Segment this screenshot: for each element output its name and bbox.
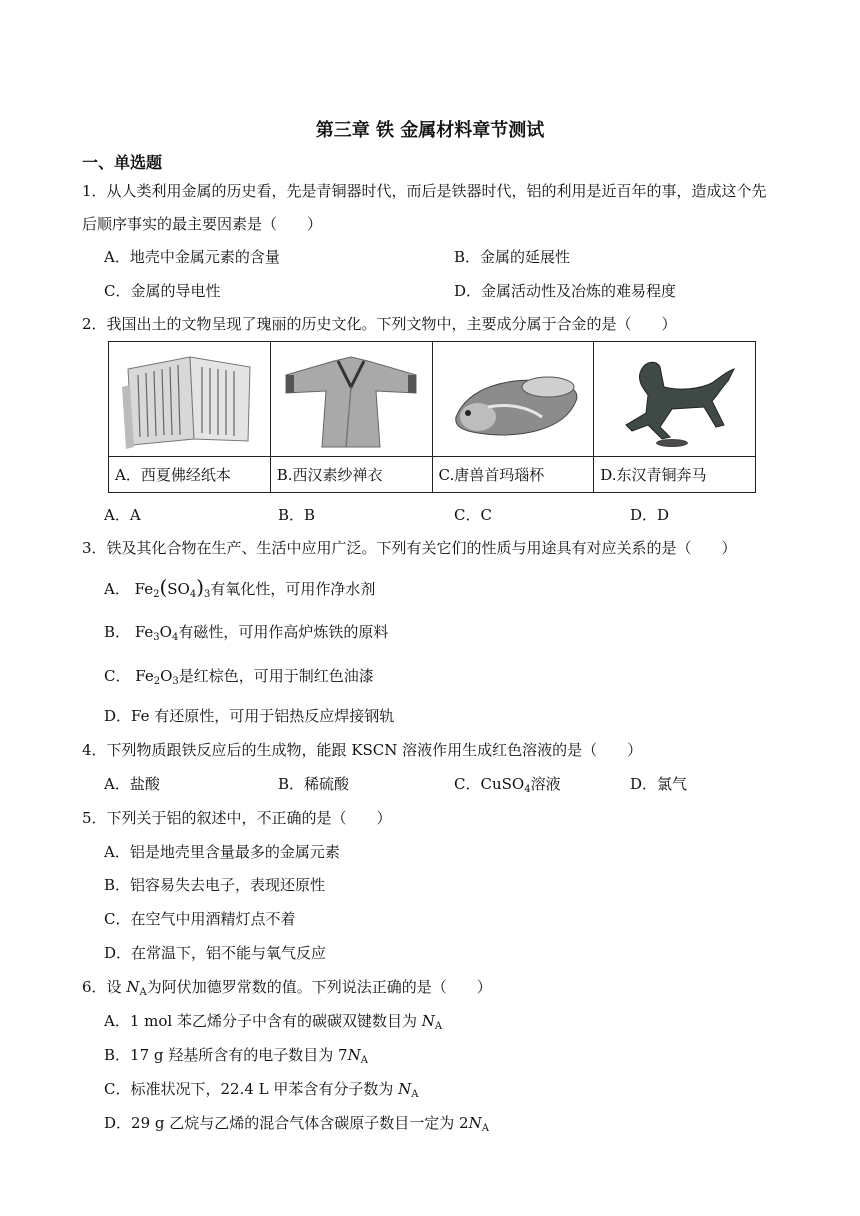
agate-cup-image xyxy=(438,347,588,452)
relic-caption-b: B.西汉素纱禅衣 xyxy=(270,457,432,493)
q4-c-post: 溶液 xyxy=(530,775,561,793)
q5-stem: 5．下列关于铝的叙述中，不正确的是（ ） xyxy=(82,809,392,827)
q3-b-o: O xyxy=(159,623,172,641)
q3-c-o: O xyxy=(160,667,173,685)
q6-a-n: N xyxy=(421,1012,435,1030)
q6-a-a: A xyxy=(434,1021,443,1032)
relic-cell-d xyxy=(594,342,756,457)
silk-robe-image xyxy=(276,347,426,452)
q3-option-d[interactable]: D．Fe 有还原性，可用于铝热反应焊接钢轨 xyxy=(104,707,395,725)
q2-option-d[interactable]: D．D xyxy=(630,506,670,524)
q3-b-formula xyxy=(135,623,179,641)
relic-caption-a: A．西夏佛经纸本 xyxy=(109,457,271,493)
q3-b-label: B． xyxy=(104,623,131,641)
q4-c-pre: C．CuSO xyxy=(454,775,525,793)
q3-option-a[interactable] xyxy=(104,577,375,605)
relic-cell-b xyxy=(270,342,432,457)
q5-option-a[interactable]: A．铝是地壳里含量最多的金属元素 xyxy=(104,843,340,861)
q3-a-sub2: 2 xyxy=(153,589,160,600)
q1-option-b[interactable]: B．金属的延展性 xyxy=(454,248,571,266)
q6-option-c[interactable] xyxy=(104,1079,419,1105)
q6-stem-a: A xyxy=(139,987,147,998)
q3-a-formula: $Fe_2(SO_4)_3$ xyxy=(134,575,211,600)
q3-b-text: 有磁性，可用作高炉炼铁的原料 xyxy=(178,623,389,641)
q6-d-a: A xyxy=(481,1123,489,1134)
q6-b-n: N xyxy=(347,1046,361,1064)
relic-caption-d: D.东汉青铜奔马 xyxy=(594,457,756,493)
page-title: 第三章 铁 金属材料章节测试 xyxy=(315,120,545,141)
q6-b-a: A xyxy=(360,1055,368,1066)
relic-cell-a xyxy=(109,342,271,457)
relic-cell-c xyxy=(432,342,594,457)
q6-stem-pre: 6．设 xyxy=(82,978,122,996)
q3-b-fe: Fe xyxy=(134,623,154,641)
q6-c-a: A xyxy=(411,1089,419,1100)
q2-stem: 2．我国出土的文物呈现了瑰丽的历史文化。下列文物中，主要成分属于合金的是（ ） xyxy=(82,315,677,333)
section-heading: 一、单选题 xyxy=(82,153,163,172)
q6-option-d[interactable] xyxy=(104,1113,489,1139)
q4-option-d[interactable]: D．氯气 xyxy=(630,775,688,793)
q5-option-b[interactable]: B．铝容易失去电子，表现还原性 xyxy=(104,876,326,894)
q6-a-pre: A．1 mol 苯乙烯分子中含有的碳碳双键数目为 xyxy=(104,1012,417,1030)
q1-option-a[interactable]: A．地壳中金属元素的含量 xyxy=(104,248,280,266)
q3-a-label: A． xyxy=(104,580,130,598)
q3-c-sub3: 3 xyxy=(172,676,179,687)
q3-b-sub3: 3 xyxy=(153,632,160,643)
q5-option-d[interactable]: D．在常温下，铝不能与氧气反应 xyxy=(104,944,327,962)
q3-b-sub4: 4 xyxy=(171,632,179,643)
relic-table xyxy=(108,341,756,493)
q4-stem: 4．下列物质跟铁反应后的生成物，能跟 KSCN 溶液作用生成红色溶液的是（ ） xyxy=(82,741,643,759)
q3-c-label: C． xyxy=(104,667,131,685)
q1-option-c[interactable]: C．金属的导电性 xyxy=(104,282,221,300)
q6-c-pre: C．标准状况下，22.4 L 甲苯含有分子数为 xyxy=(104,1080,394,1098)
q5-option-c[interactable]: C．在空气中用酒精灯点不着 xyxy=(104,910,296,928)
q2-option-b[interactable]: B．B xyxy=(278,506,316,524)
q4-option-b[interactable]: B．稀硫酸 xyxy=(278,775,350,793)
q3-option-c[interactable] xyxy=(104,666,374,692)
q6-stem xyxy=(82,977,492,1003)
sutra-book-image xyxy=(114,347,264,452)
q4-option-c[interactable] xyxy=(454,774,561,800)
q6-d-pre: D．29 g 乙烷与乙烯的混合气体含碳原子数目一定为 2 xyxy=(104,1114,469,1132)
q3-c-fe: Fe xyxy=(135,667,154,685)
q6-c-n: N xyxy=(398,1080,412,1098)
q3-a-fe: Fe xyxy=(134,580,154,598)
q2-option-c[interactable]: C．C xyxy=(454,506,492,524)
q6-option-a[interactable] xyxy=(104,1011,442,1037)
bronze-horse-image xyxy=(600,347,750,452)
q3-stem: 3．铁及其化合物在生产、生活中应用广泛。下列有关它们的性质与用途具有对应关系的是（ ） xyxy=(82,539,737,557)
q3-a-text: 有氧化性，可用作净水剂 xyxy=(210,580,376,598)
relic-caption-c: C.唐兽首玛瑙杯 xyxy=(432,457,594,493)
q4-c-sub: 4 xyxy=(524,784,531,795)
q1-stem-line1: 1．从人类利用金属的历史看，先是青铜器时代，而后是铁器时代，铝的利用是近百年的事，造成这个先 xyxy=(82,182,767,200)
q6-b-pre: B．17 g 羟基所含有的电子数目为 7 xyxy=(104,1046,348,1064)
q3-c-text: 是红棕色，可用于制红色油漆 xyxy=(178,667,374,685)
q6-stem-post: 为阿伏加德罗常数的值。下列说法正确的是（ ） xyxy=(146,978,492,996)
q3-c-formula xyxy=(135,667,179,685)
q3-a-sub4: 4 xyxy=(189,589,197,600)
q3-c-sub2: 2 xyxy=(153,676,161,687)
q1-stem-line2: 后顺序事实的最主要因素是（ ） xyxy=(82,215,323,233)
q3-a-sub3: 3 xyxy=(204,589,211,600)
q6-option-b[interactable] xyxy=(104,1045,368,1071)
q3-a-so: SO xyxy=(167,580,190,598)
q3-option-b[interactable] xyxy=(104,622,388,648)
q6-stem-n: N xyxy=(126,978,140,996)
q4-option-a[interactable]: A．盐酸 xyxy=(104,775,160,793)
q2-option-a[interactable]: A．A xyxy=(104,506,141,524)
q1-option-d[interactable]: D．金属活动性及冶炼的难易程度 xyxy=(454,282,677,300)
q6-d-n: N xyxy=(468,1114,482,1132)
